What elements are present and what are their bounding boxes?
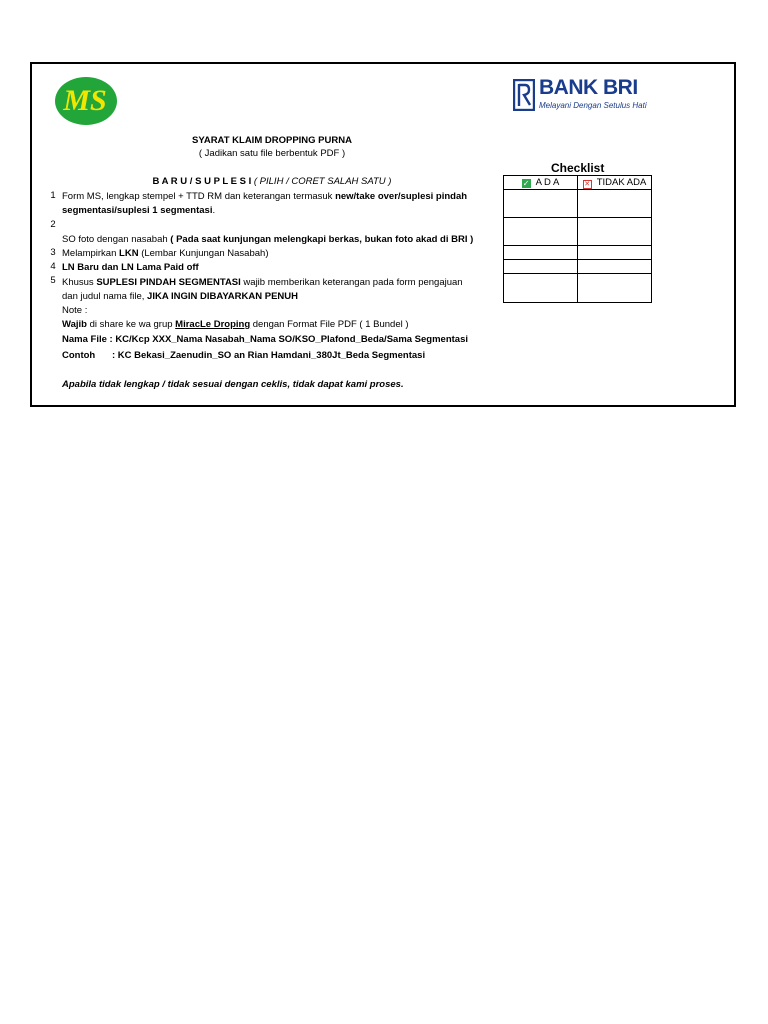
note-wajib: Wajib <box>62 319 87 330</box>
item-2-text: SO foto dengan nasabah <box>62 234 171 245</box>
note-footer: Apabila tidak lengkap / tidak sesuai dengan ceklis, tidak dapat kami proses. <box>62 379 404 390</box>
bri-mark-icon <box>513 79 535 111</box>
checklist-cell-item-5-tidak-ada[interactable] <box>578 274 652 303</box>
item-1-line-2 <box>62 204 215 217</box>
check-icon: ✓ <box>522 179 530 188</box>
bri-name: BANK BRI <box>539 76 638 99</box>
item-5-line-2 <box>62 290 298 303</box>
checklist-cell-item-4-ada[interactable] <box>504 260 578 274</box>
bri-logo <box>513 76 647 117</box>
checklist-cell-item-3-ada[interactable] <box>504 246 578 260</box>
mode-line <box>32 176 512 187</box>
checklist-cell-item-4-tidak-ada[interactable] <box>578 260 652 274</box>
document-title: SYARAT KLAIM DROPPING PURNA <box>192 135 352 146</box>
checklist-cell-item-1-ada[interactable] <box>504 190 578 218</box>
note-example-label: Contoh <box>62 350 96 361</box>
bri-tagline: Melayani Dengan Setulus Hati <box>539 101 647 110</box>
item-5-text: Khusus <box>62 277 97 288</box>
item-number: 4 <box>50 261 56 272</box>
item-5-bold-2: JIKA INGIN DIBAYARKAN PENUH <box>147 291 299 302</box>
item-3-text-2: (Lembar Kunjungan Nasabah) <box>138 248 269 259</box>
item-2-bold: ( Pada saat kunjungan melengkapi berkas, bukan foto akad di BRI ) <box>170 234 474 245</box>
document-subtitle: ( Jadikan satu file berbentuk PDF ) <box>198 148 346 159</box>
note-group-name: MiracLe Droping <box>175 319 251 330</box>
checklist-header-yes <box>504 176 578 190</box>
note-share-text: di share ke wa grup <box>86 319 176 330</box>
document-sheet <box>30 62 736 407</box>
item-5-text-2: wajib memberikan keterangan pada form pengajuan <box>240 277 463 288</box>
note-share-text-2: dengan Format File PDF ( 1 Bundel ) <box>250 319 409 330</box>
item-number: 2 <box>50 219 56 230</box>
cross-icon: ✕ <box>584 180 591 188</box>
item-3-line <box>62 247 268 260</box>
item-number: 3 <box>50 247 56 258</box>
note-example-value: : KC Bekasi_Zaenudin_SO an Rian Hamdani_380Jt_Beda Segmentasi <box>112 350 426 361</box>
checklist-cell-item-5-ada[interactable] <box>504 274 578 303</box>
ms-logo-text: MS <box>63 84 107 117</box>
checklist-title: Checklist <box>551 161 605 175</box>
note-label: Note : <box>62 305 88 316</box>
item-number: 5 <box>50 275 56 286</box>
item-1-text: Form MS, lengkap stempel + TTD RM dan keterangan termasuk <box>62 191 336 202</box>
checklist-cell-item-1-tidak-ada[interactable] <box>578 190 652 218</box>
item-5-text-3: dan judul nama file, <box>62 291 148 302</box>
checklist-cell-item-2-tidak-ada[interactable] <box>578 218 652 246</box>
item-1-bold-2: segmentasi/suplesi 1 segmentasi <box>62 205 213 216</box>
item-3-bold: LKN <box>119 248 139 259</box>
checklist-yes-label: A D A <box>535 177 560 188</box>
checklist-table <box>503 175 652 303</box>
checklist-no-label: TIDAK ADA <box>596 176 647 188</box>
item-1-end: . <box>212 205 216 216</box>
note-share-line <box>62 318 409 331</box>
item-number: 1 <box>50 190 56 201</box>
item-2-line <box>62 233 473 246</box>
item-1-bold: new/take over/suplesi pindah <box>335 191 468 202</box>
checklist-cell-item-3-tidak-ada[interactable] <box>578 246 652 260</box>
item-4-line: LN Baru dan LN Lama Paid off <box>62 262 199 273</box>
checklist-cell-item-2-ada[interactable] <box>504 218 578 246</box>
item-5-bold: SUPLESI PINDAH SEGMENTASI <box>96 277 241 288</box>
ms-logo <box>54 76 118 126</box>
item-5-line-1 <box>62 276 463 289</box>
checklist-header-no <box>578 176 652 190</box>
note-file-name: Nama File : KC/Kcp XXX_Nama Nasabah_Nama SO/KSO_Plafond_Beda/Sama Segmentasi <box>62 334 469 345</box>
mode-hint: ( PILIH / CORET SALAH SATU ) <box>253 176 392 187</box>
item-1-line-1 <box>62 190 467 203</box>
mode-label: B A R U / S U P L E S I <box>152 176 252 187</box>
item-3-text: Melampirkan <box>62 248 120 259</box>
